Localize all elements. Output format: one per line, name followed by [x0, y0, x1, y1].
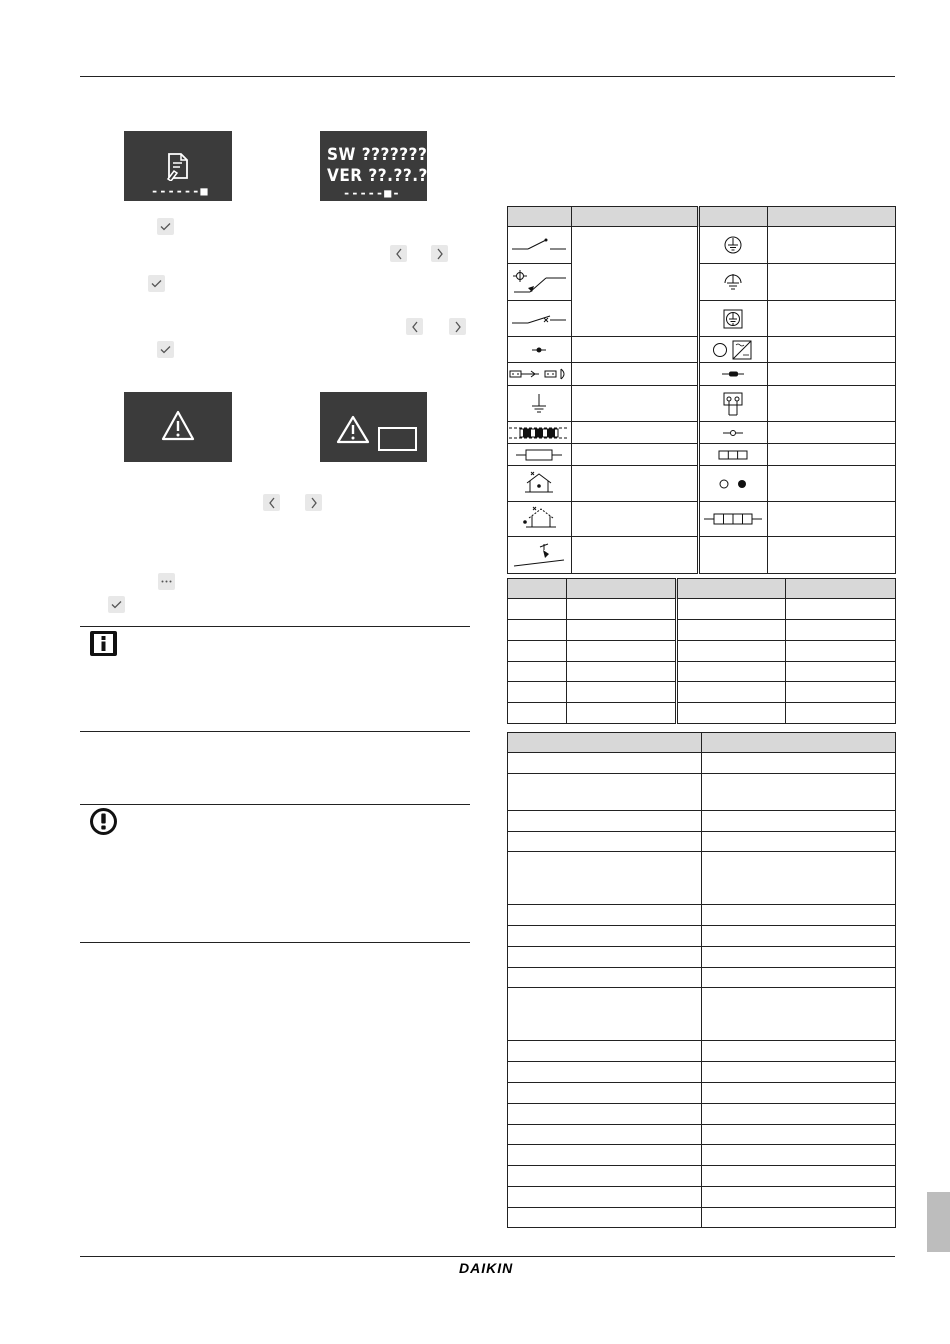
warning-icon [161, 410, 195, 441]
table-row [508, 926, 896, 947]
table-row [508, 301, 896, 337]
table-row [508, 641, 896, 662]
confirm-button[interactable] [157, 218, 174, 235]
desc-cell [768, 363, 896, 386]
desc-cell [571, 337, 698, 363]
symbol-cell [698, 502, 768, 537]
symbol-cell [508, 502, 572, 537]
table-row [508, 1187, 896, 1208]
symbol-cell [508, 337, 572, 363]
symbol-cell [698, 466, 768, 502]
desc-cell [571, 386, 698, 422]
desc-cell [768, 227, 896, 264]
check-icon [160, 222, 171, 231]
header-cell [786, 579, 896, 599]
table-row [508, 363, 896, 386]
terminal-strip-icon [717, 449, 749, 461]
noiseless-earth-icon [723, 272, 743, 292]
chevron-left-icon [395, 248, 403, 260]
desc-cell [571, 466, 698, 502]
circle-and-converter-icon [712, 339, 754, 361]
next-button[interactable] [431, 245, 448, 262]
version-label: VER ??.??.?? [327, 166, 438, 186]
more-button[interactable] [158, 573, 175, 590]
desc-cell [768, 422, 896, 444]
note-divider [80, 731, 127, 732]
desc-cell [571, 227, 698, 337]
table-row [508, 1062, 896, 1083]
abbreviations-table [507, 578, 896, 724]
desc-cell [768, 301, 896, 337]
table-row [508, 852, 896, 905]
shielded-wire-icon [508, 426, 570, 440]
software-label: SW ???????? [327, 145, 437, 165]
note-bottom-rule [80, 942, 470, 943]
desc-cell [571, 363, 698, 386]
table-row [508, 774, 896, 811]
desc-cell [768, 444, 896, 466]
check-icon [151, 279, 162, 288]
wire-terminals-icon [702, 512, 764, 526]
lcd-warning-code-screen [320, 392, 427, 462]
desc-cell [768, 502, 896, 537]
daikin-logo: DAIKIN [459, 1260, 514, 1276]
chevron-right-icon [454, 321, 462, 333]
indoor-field-icon [522, 471, 556, 497]
table-header-row [508, 207, 896, 227]
ground-symbol-icon [529, 392, 549, 416]
open-terminal-icon [720, 428, 746, 438]
chapter-side-tab [927, 1192, 950, 1252]
terminal-types-icon [716, 477, 750, 491]
legend-table [507, 732, 896, 1228]
header-cell [676, 579, 786, 599]
header-cell [698, 207, 768, 227]
desc-cell [571, 502, 698, 537]
table-header-row [508, 579, 896, 599]
symbol-cell [698, 444, 768, 466]
table-row [508, 832, 896, 852]
desc-cell [571, 537, 698, 574]
note-top-rule [80, 626, 470, 627]
lcd-warning-screen [124, 392, 232, 462]
header-cell [508, 733, 702, 753]
prev-button[interactable] [263, 494, 280, 511]
table-row [508, 1104, 896, 1125]
table-row [508, 968, 896, 988]
information-icon [89, 630, 118, 657]
warning-icon [336, 415, 370, 444]
table-row [508, 537, 896, 574]
thermal-switch-icon [510, 268, 568, 296]
table-row [508, 599, 896, 620]
chevron-left-icon [268, 497, 276, 509]
desc-cell [571, 422, 698, 444]
table-row [508, 662, 896, 682]
next-button[interactable] [449, 318, 466, 335]
symbol-cell [508, 301, 572, 337]
table-row [508, 1125, 896, 1145]
table-row [508, 905, 896, 926]
confirm-button[interactable] [157, 341, 174, 358]
confirm-button[interactable] [148, 275, 165, 292]
desc-cell [571, 444, 698, 466]
fuse-symbol-icon [514, 448, 564, 462]
chevron-right-icon [436, 248, 444, 260]
earth-boxed-icon [722, 308, 744, 330]
field-wiring-icon [510, 540, 568, 570]
document-pen-icon [164, 151, 192, 181]
table-row [508, 1083, 896, 1104]
symbol-cell [508, 227, 572, 264]
ellipsis-icon [161, 580, 172, 583]
header-rule [80, 76, 895, 77]
desc-cell [768, 537, 896, 574]
symbol-cell [508, 444, 572, 466]
connector-symbol-icon [509, 367, 569, 381]
table-row [508, 422, 896, 444]
header-cell [566, 579, 676, 599]
next-button[interactable] [305, 494, 322, 511]
symbol-cell [698, 386, 768, 422]
table-row [508, 682, 896, 703]
table-row [508, 466, 896, 502]
connection-point-icon [524, 345, 554, 355]
symbol-cell [698, 264, 768, 301]
desc-cell [768, 466, 896, 502]
desc-cell [768, 337, 896, 363]
table-row [508, 1041, 896, 1062]
header-cell [571, 207, 698, 227]
note-divider [127, 731, 470, 732]
table-row [508, 1208, 896, 1228]
header-cell [701, 733, 896, 753]
symbol-cell [508, 363, 572, 386]
table-row [508, 811, 896, 832]
symbol-cell [698, 337, 768, 363]
table-row [508, 1166, 896, 1187]
symbol-cell [698, 301, 768, 337]
desc-cell [768, 386, 896, 422]
table-row [508, 444, 896, 466]
error-code-box [378, 427, 417, 451]
note-top-rule [80, 804, 470, 805]
table-row [508, 1145, 896, 1166]
table-row [508, 264, 896, 301]
outdoor-field-icon [519, 506, 559, 532]
symbol-cell [508, 537, 572, 574]
symbol-cell [698, 422, 768, 444]
protective-earth-icon [723, 234, 743, 256]
table-row [508, 337, 896, 363]
progress-indicator: -----■- [343, 186, 401, 200]
symbol-cell [698, 363, 768, 386]
chevron-right-icon [310, 497, 318, 509]
chevron-left-icon [411, 321, 419, 333]
header-cell [768, 207, 896, 227]
symbol-cell [698, 537, 768, 574]
table-row [508, 753, 896, 774]
symbols-table [507, 206, 896, 574]
table-header-row [508, 733, 896, 753]
table-row [508, 947, 896, 968]
breaker-symbol-icon [510, 309, 568, 329]
check-icon [111, 600, 122, 609]
symbol-cell [508, 422, 572, 444]
lcd-software-screen [320, 131, 438, 201]
header-cell [508, 579, 567, 599]
terminal-plug-icon [718, 369, 748, 379]
table-row [508, 386, 896, 422]
symbol-cell [508, 264, 572, 301]
header-cell [508, 207, 572, 227]
exclamation-icon [89, 807, 118, 836]
table-row [508, 988, 896, 1041]
prev-button[interactable] [390, 245, 407, 262]
desc-cell [768, 264, 896, 301]
switch-symbol-icon [510, 235, 568, 255]
prev-button[interactable] [406, 318, 423, 335]
check-icon [160, 345, 171, 354]
symbol-cell [508, 386, 572, 422]
symbol-cell [508, 466, 572, 502]
symbol-cell [698, 227, 768, 264]
table-row [508, 502, 896, 537]
confirm-button[interactable] [108, 596, 125, 613]
lcd-info-screen [124, 131, 232, 201]
table-row [508, 227, 896, 264]
table-row [508, 703, 896, 724]
jumper-connector-icon [721, 391, 745, 417]
table-row [508, 620, 896, 641]
footer-rule [80, 1256, 895, 1257]
progress-indicator: ------■ [151, 184, 209, 198]
